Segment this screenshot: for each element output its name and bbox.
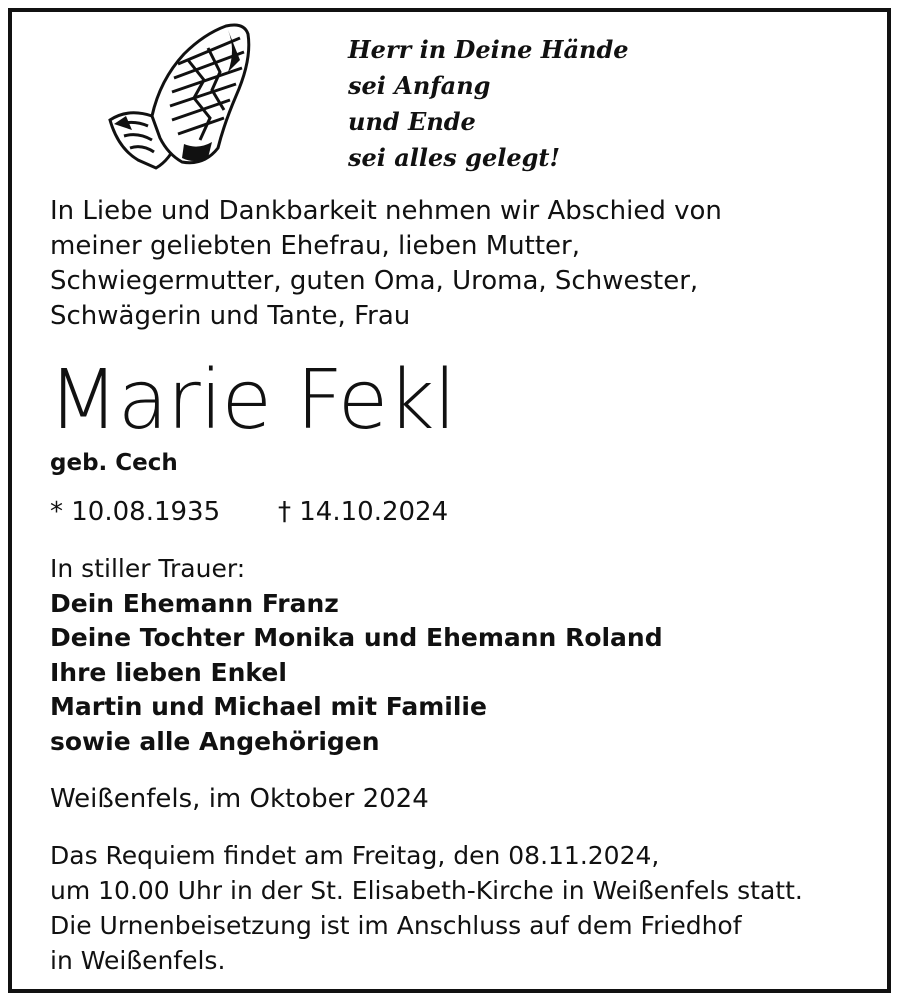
service-line: Die Urnenbeisetzung ist im Anschluss auf dem Friedhof: [50, 911, 742, 940]
verse-line: und Ende: [348, 107, 476, 136]
intro-line: Schwiegermutter, guten Oma, Uroma, Schwester,: [50, 266, 699, 296]
mourner-line: Deine Tochter Monika und Ehemann Roland: [50, 623, 663, 652]
verse-line: sei alles gelegt!: [348, 143, 561, 172]
birth-date: * 10.08.1935: [50, 497, 221, 527]
mourner-line: Martin und Michael mit Familie: [50, 692, 487, 721]
service-line: in Weißenfels.: [50, 946, 226, 975]
praying-hands-icon: [108, 20, 256, 170]
maiden-name: geb. Cech: [50, 450, 178, 476]
service-info: [50, 838, 803, 978]
mourner-line: Ihre lieben Enkel: [50, 657, 287, 687]
life-dates: [50, 497, 449, 527]
intro-line: In Liebe und Dankbarkeit nehmen wir Abschied von: [50, 196, 722, 226]
deceased-name: Marie Fekl: [48, 353, 456, 448]
verse-line: sei Anfang: [348, 71, 491, 100]
service-line: um 10.00 Uhr in der St. Elisabeth-Kirche in Weißenfels statt.: [50, 876, 803, 905]
mourners-list: [50, 552, 663, 759]
verse: [348, 32, 629, 176]
place-date-text: Weißenfels, im Oktober 2024: [50, 784, 429, 814]
mourner-line: Dein Ehemann Franz: [50, 588, 339, 618]
intro-text: [50, 194, 722, 334]
mourners-heading: In stiller Trauer:: [50, 554, 246, 583]
mourner-line: sowie alle Angehörigen: [50, 726, 380, 756]
intro-line: meiner geliebten Ehefrau, lieben Mutter,: [50, 231, 580, 261]
service-line: Das Requiem findet am Freitag, den 08.11.2024,: [50, 841, 660, 870]
verse-line: Herr in Deine Hände: [348, 35, 629, 64]
intro-line: Schwägerin und Tante, Frau: [50, 301, 411, 331]
place-date: [50, 784, 429, 814]
death-date: † 14.10.2024: [278, 497, 449, 527]
